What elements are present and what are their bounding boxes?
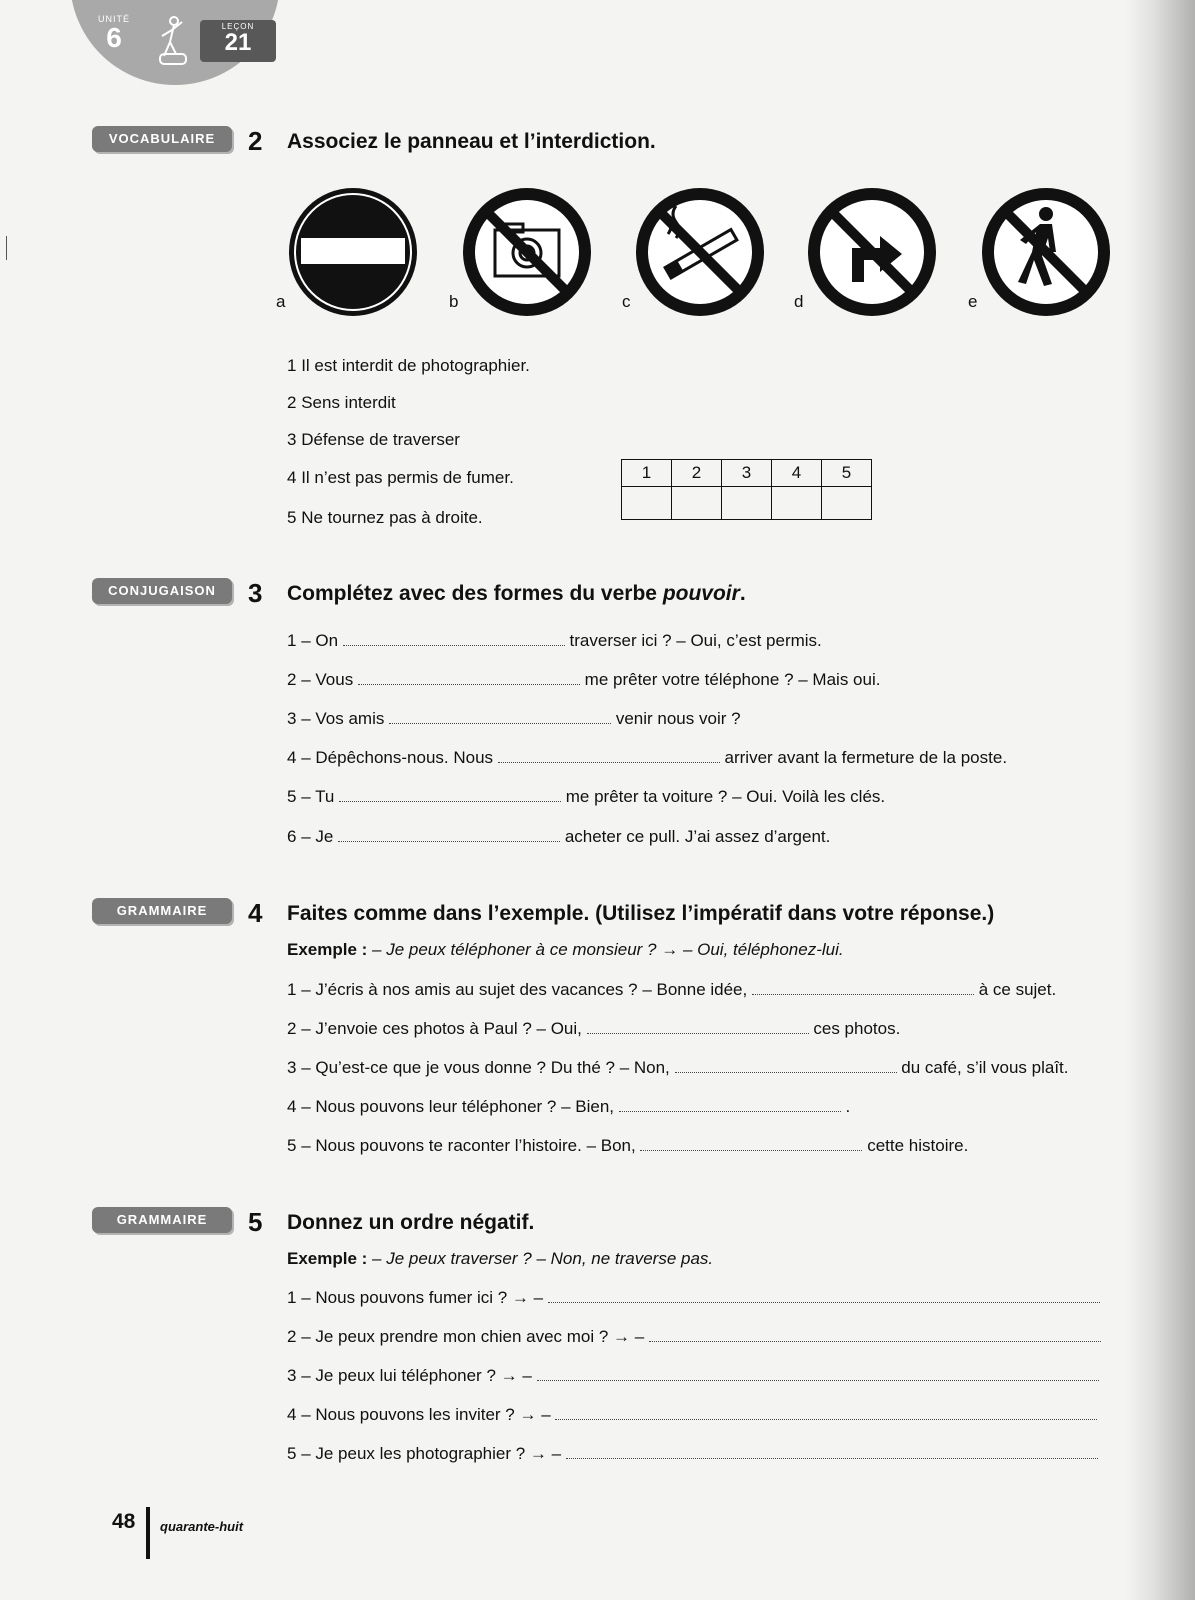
ex5-item-1-blank[interactable]	[548, 1290, 1100, 1303]
page-edge-shadow	[1125, 0, 1195, 1600]
ex5-item-5-blank[interactable]	[566, 1446, 1098, 1459]
ex3-item-1-prompt: – On	[301, 631, 339, 650]
no-entry-sign-icon[interactable]	[287, 186, 419, 318]
ex3-item-2-number: 2	[287, 670, 297, 689]
ex3-item-3-number: 3	[287, 709, 297, 728]
exercise-3-title	[287, 582, 746, 606]
ex3-item-4	[287, 748, 1007, 768]
ex3-item-5-rest: me prêter ta voiture ? – Oui. Voilà les clés.	[565, 787, 886, 806]
ex4-item-4-prompt: – Nous pouvons leur téléphoner ? – Bien,	[301, 1097, 615, 1116]
answer-grid-header-3: 3	[722, 460, 772, 487]
ex5-item-3-blank[interactable]	[537, 1368, 1099, 1381]
ex4-item-3	[287, 1058, 1069, 1078]
ex3-item-6-number: 6	[287, 827, 297, 846]
exercise-3-number: 3	[248, 578, 263, 608]
ex4-item-5-number: 5	[287, 1136, 297, 1155]
exercise-2-title: Associez le panneau et l’interdiction.	[287, 130, 656, 153]
ex2-item-3-number: 3	[287, 430, 297, 449]
no-pedestrians-sign-icon[interactable]	[980, 186, 1112, 318]
no-right-turn-sign-icon[interactable]	[806, 186, 938, 318]
ex5-item-2	[287, 1327, 1101, 1347]
ex3-item-2	[287, 670, 880, 690]
ex5-example	[287, 1249, 713, 1269]
ex2-item-5-number: 5	[287, 508, 297, 527]
ex3-item-3-blank[interactable]	[389, 711, 611, 724]
sign-letter-a: a	[276, 292, 286, 311]
sign-letter-e: e	[968, 292, 978, 311]
ex5-item-2-blank[interactable]	[649, 1329, 1101, 1342]
ex3-item-1-rest: traverser ici ? – Oui, c’est permis.	[569, 631, 822, 650]
sign-letter-b: b	[449, 292, 459, 311]
answer-grid-cell-5[interactable]	[822, 487, 872, 520]
ex4-item-2-number: 2	[287, 1019, 297, 1038]
ex2-item-2	[287, 393, 396, 413]
ex4-example-label: Exemple :	[287, 940, 368, 959]
ex3-item-4-rest: arriver avant la fermeture de la poste.	[724, 748, 1008, 767]
unit-indicator	[98, 14, 130, 52]
ex3-item-6	[287, 827, 830, 847]
ex3-item-1	[287, 631, 822, 651]
ex4-item-1-prompt: – J’écris à nos amis au sujet des vacances ? – Bonne idée,	[301, 980, 748, 999]
ex3-item-3	[287, 709, 741, 729]
unit-number: 6	[106, 22, 122, 53]
ex5-item-5	[287, 1444, 1098, 1464]
ex5-item-4-prompt: – Nous pouvons les inviter ? → –	[301, 1405, 551, 1424]
ex2-item-1	[287, 356, 530, 376]
ex4-item-2-rest: ces photos.	[813, 1019, 901, 1038]
ex5-item-5-number: 5	[287, 1444, 297, 1463]
ex2-item-2-number: 2	[287, 393, 297, 412]
answer-grid-cell-2[interactable]	[672, 487, 722, 520]
ex5-item-3-number: 3	[287, 1366, 297, 1385]
ex4-item-4-number: 4	[287, 1097, 297, 1116]
footer-divider	[146, 1507, 150, 1559]
ex3-item-2-rest: me prêter votre téléphone ? – Mais oui.	[584, 670, 881, 689]
answer-grid-header-4: 4	[772, 460, 822, 487]
ex4-item-1-blank[interactable]	[752, 982, 974, 995]
exercise-3-title-end: .	[739, 582, 746, 605]
ex4-example	[287, 940, 844, 960]
ex5-item-3-prompt: – Je peux lui téléphoner ? → –	[301, 1366, 532, 1385]
ex3-item-4-number: 4	[287, 748, 297, 767]
ex4-item-1-number: 1	[287, 980, 297, 999]
exercise-3-title-verb: pouvoir	[662, 582, 740, 605]
ex3-item-5-blank[interactable]	[339, 789, 561, 802]
margin-mark	[6, 236, 7, 260]
ex4-item-1-rest: à ce sujet.	[978, 980, 1057, 999]
ex3-item-4-blank[interactable]	[498, 750, 720, 763]
sign-letter-d: d	[794, 292, 804, 311]
ex3-item-6-prompt: – Je	[301, 827, 334, 846]
ex3-item-2-prompt: – Vous	[301, 670, 354, 689]
ex3-item-5-prompt: – Tu	[301, 787, 335, 806]
exercise-5-number: 5	[248, 1207, 263, 1237]
ex4-item-2-prompt: – J’envoie ces photos à Paul ? – Oui,	[301, 1019, 582, 1038]
ex2-item-1-number: 1	[287, 356, 297, 375]
ex3-item-5-number: 5	[287, 787, 297, 806]
ex4-item-2	[287, 1019, 900, 1039]
exercise-4-number: 4	[248, 898, 263, 928]
exercise-3-title-text: Complétez avec des formes du verbe	[287, 582, 663, 605]
badge-grammaire-4: GRAMMAIRE	[92, 898, 232, 924]
lesson-label: LEÇON	[221, 22, 255, 31]
ex3-item-3-rest: venir nous voir ?	[615, 709, 741, 728]
ex3-item-2-blank[interactable]	[358, 672, 580, 685]
ex3-item-1-blank[interactable]	[343, 633, 565, 646]
ex3-item-5	[287, 787, 885, 807]
ex5-item-2-prompt: – Je peux prendre mon chien avec moi ? → –	[301, 1327, 645, 1346]
badge-conjugaison: CONJUGAISON	[92, 578, 232, 604]
ex4-item-5	[287, 1136, 968, 1156]
ex4-item-2-blank[interactable]	[587, 1021, 809, 1034]
walking-figure-icon	[146, 14, 196, 70]
badge-vocabulaire: VOCABULAIRE	[92, 126, 232, 152]
answer-grid-cell-3[interactable]	[722, 487, 772, 520]
ex5-item-4-blank[interactable]	[555, 1407, 1097, 1420]
ex2-item-5	[287, 508, 483, 528]
ex2-item-2-text: Sens interdit	[301, 393, 396, 412]
ex2-item-5-text: Ne tournez pas à droite.	[301, 508, 483, 527]
ex2-item-3-text: Défense de traverser	[301, 430, 460, 449]
unit-label: UNITÉ	[98, 14, 130, 24]
sign-letter-c: c	[622, 292, 631, 311]
ex4-item-1	[287, 980, 1056, 1000]
answer-grid-header-2: 2	[672, 460, 722, 487]
no-photography-sign-icon[interactable]	[461, 186, 593, 318]
lesson-number: 21	[224, 29, 252, 56]
ex4-item-5-rest: cette histoire.	[867, 1136, 969, 1155]
page-number: 48	[112, 1510, 136, 1533]
ex2-item-4-text: Il n’est pas permis de fumer.	[301, 468, 514, 487]
ex4-item-3-blank[interactable]	[675, 1060, 897, 1073]
ex3-item-6-rest: acheter ce pull. J’ai assez d’argent.	[564, 827, 831, 846]
ex3-item-1-number: 1	[287, 631, 297, 650]
ex4-item-4-rest: .	[845, 1097, 851, 1116]
ex3-item-6-blank[interactable]	[338, 829, 560, 842]
ex2-item-4	[287, 468, 514, 488]
ex5-item-1	[287, 1288, 1100, 1308]
badge-grammaire-5: GRAMMAIRE	[92, 1207, 232, 1233]
exercise-5-title: Donnez un ordre négatif.	[287, 1211, 535, 1234]
ex5-example-label: Exemple :	[287, 1249, 368, 1268]
ex3-item-3-prompt: – Vos amis	[301, 709, 385, 728]
ex4-example-text: – Je peux téléphoner à ce monsieur ? → – Oui, téléphonez-lui.	[367, 940, 844, 959]
exercise-2-number: 2	[248, 126, 263, 156]
exercise-4-title: Faites comme dans l’exemple. (Utilisez l’impératif dans votre réponse.)	[287, 902, 995, 925]
ex4-item-3-number: 3	[287, 1058, 297, 1077]
ex5-item-2-number: 2	[287, 1327, 297, 1346]
lesson-indicator	[200, 20, 276, 62]
ex2-item-3	[287, 430, 460, 450]
ex4-item-5-prompt: – Nous pouvons te raconter l’histoire. – Bon,	[301, 1136, 636, 1155]
ex4-item-3-rest: du café, s’il vous plaît.	[901, 1058, 1069, 1077]
ex5-item-1-number: 1	[287, 1288, 297, 1307]
ex5-item-1-prompt: – Nous pouvons fumer ici ? → –	[301, 1288, 544, 1307]
ex5-example-text: – Je peux traverser ? – Non, ne traverse pas.	[367, 1249, 714, 1268]
answer-grid-cell-4[interactable]	[772, 487, 822, 520]
no-smoking-sign-icon[interactable]	[634, 186, 766, 318]
ex5-item-4-number: 4	[287, 1405, 297, 1424]
ex5-item-3	[287, 1366, 1099, 1386]
ex2-item-1-text: Il est interdit de photographier.	[301, 356, 530, 375]
ex4-item-4-blank[interactable]	[619, 1099, 841, 1112]
answer-grid-header-1: 1	[622, 460, 672, 487]
answer-grid-header-5: 5	[822, 460, 872, 487]
ex4-item-5-blank[interactable]	[640, 1138, 862, 1151]
ex3-item-4-prompt: – Dépêchons-nous. Nous	[301, 748, 494, 767]
ex5-item-4	[287, 1405, 1097, 1425]
ex5-item-5-prompt: – Je peux les photographier ? → –	[301, 1444, 562, 1463]
ex4-item-4	[287, 1097, 850, 1117]
page-number-words: quarante-huit	[160, 1519, 244, 1534]
answer-grid	[621, 459, 872, 520]
ex4-item-3-prompt: – Qu’est-ce que je vous donne ? Du thé ? – Non,	[301, 1058, 670, 1077]
ex2-item-4-number: 4	[287, 468, 297, 487]
answer-grid-cell-1[interactable]	[622, 487, 672, 520]
